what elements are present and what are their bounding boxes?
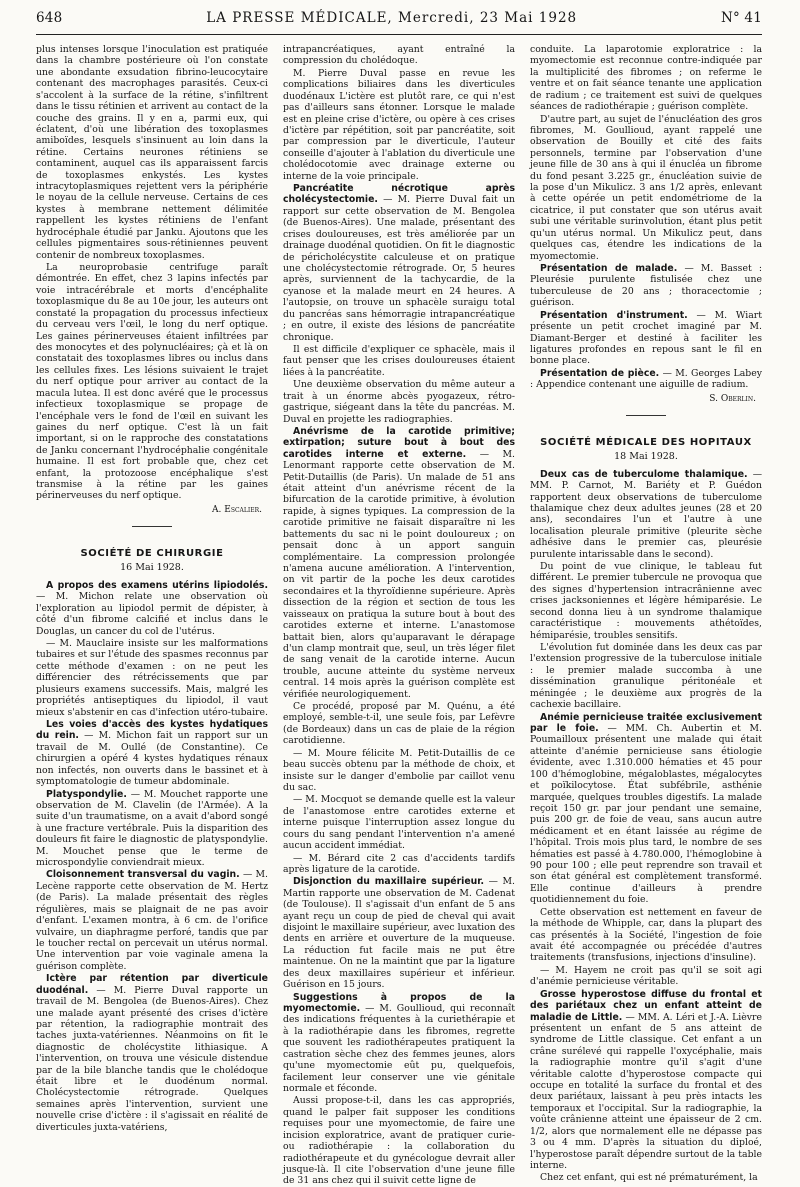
article-heading: Cloisonnement transversal du vagin. — [46, 869, 240, 881]
paragraph: Du point de vue clinique, le tableau fut différent. Le premier tubercule ne provoqua que des signes d'hypertension intracrânienne avec crises jacksoniennes et légère hémiparésie. Le second donna lieu à un syndrome thalamique caractéristique : mouvements athétoïdes, hémiparésie, troubles sensitifs. — [530, 561, 762, 641]
paragraph: plus intenses lorsque l'inoculation est pratiquée dans la chambre postérieure où l'on constate une abondante exsudation fibrino-leucocytaire contenant des macrophages parasités. Ceux-ci s'accolent à la surface de la rétine, s'infiltrent dans le tissu rétinien et arrivent au contact de la couche des grains. Il y en a, parmi eux, qui éclatent, d'où une libération des toxoplasmes amiboïdes, lesquels s'insinuent au loin dans la rétine. Certains neurones rétiniens se contaminent, auquel cas ils apparaissent farcis de toxoplasmes enkystés. Les kystes intracytoplasmiques rejettent vers la périphérie le noyau de la cellule nerveuse. Certains de ces kystes à membrane nettement délimitée rappellent les kystes rétiniens de l'enfant hydrocéphale étudié par Janku. Ajoutons que les cellules pigmentaires sous-rétiniennes peuvent contenir de nombreux toxoplasmes. — [36, 44, 268, 261]
paragraph: — M. Lecène rapporte cette observation de M. Hertz (de Paris). La malade présentait des règles régulières, mais se plaignait de ne pas avoir d'enfant. L'examen montra, à 6 cm. de l'orifice vulvaire, un diaphragme perforé, tandis que par le toucher rectal on percevait un utérus normal. Une intervention par voie vaginale amena la guérison complète. — [36, 869, 268, 972]
column-1 — [36, 44, 269, 1133]
paragraph: Chez cet enfant, qui est né prématurément, la — [540, 1172, 758, 1184]
paragraph: Une deuxième observation du même auteur a trait à un énorme abcès pyogazeux, rétro-gastrique, siégeant dans la tête du pancréas. M. Duval en projette les radiographies. — [283, 379, 515, 425]
divider — [132, 526, 172, 527]
article-heading: Ictère par rétention par diverticule duodénal. — [36, 973, 268, 996]
paragraph: — M. Pierre Duval rapporte un travail de M. Bengolea (de Buenos-Aires). Chez une malade ayant présenté des crises d'ictère par rétention, la radiographie montrait des taches juxta-vatériennes. Néanmoins on fit le diagnostic de cholécystite lithiasique. A l'intervention, on trouva une vésicule distendue par de la bile blanche tandis que le cholédoque était libre et le duodénum normal. Cholécystectomie rétrograde. Quelques semaines après l'intervention, survient une nouvelle crise d'ictère : il s'agissait en réalité de diverticules juxta-vatériens, — [36, 984, 268, 1133]
paragraph: — M. Wiart présente un petit crochet imaginé par M. Diamant-Berger et destiné à faciliter les ligatures profondes en repous sant le fil en bonne place. — [530, 309, 762, 367]
paragraph: Aussi propose-t-il, dans les cas appropriés, quand le palper fait supposer les conditions requises pour une myomectomie, de faire une incision exploratrice, avant de pratiquer curie- ou radiothérapie : la collaboration du radiothérapeute et du gynécologue devrait aller jusque-là. Il cite l'observation d'une jeune fille de 31 ans chez qui il suivit cette ligne de — [283, 1095, 515, 1187]
paragraph: — M. Hayem ne croit pas qu'il se soit agi d'anémie pernicieuse véritable. — [530, 964, 762, 988]
article-heading: Deux cas de tuberculome thalamique. — [540, 468, 748, 480]
paragraph: — MM. P. Carnot, M. Bariéty et P. Guédon rapportent deux observations de tuberculome thalamique chez deux adultes jeunes (28 et 20 ans), secondaires l'un et l'autre à une localisation pleurale primitive (pleurite sèche adhésive dans le premier cas, pleurésie purulente intarissable dans le second). — [530, 468, 762, 560]
page-header — [36, 10, 762, 26]
article-heading: Présentation d'instrument. — [540, 309, 688, 321]
article-heading: Suggestions à propos de la myomectomie. — [283, 991, 515, 1015]
paragraph: — M. Pierre Duval fait un rapport sur cette observation de M. Bengolea (de Buenos-Aires). Une malade, présentant des crises douloureuses, est très améliorée par un drainage duodénal quotidien. On fit le diagnostic de péricholécystite calculeuse et on pratique une cholécystectomie rétrograde. Or, 5 heures après, surviennent de la tachycardie, de la cyanose et la malade meurt en 24 heures. A l'autopsie, on trouve un sphacèle suraigu total du pancréas sans hémorragie intrapancréatique ; en outre, il existe des lésions de pancréatite chronique. — [283, 194, 515, 343]
article-heading: Disjonction du maxillaire supérieur. — [293, 876, 485, 888]
paragraph: — M. Basset : Pleurésie purulente fistulisée chez une tuberculeuse de 20 ans ; thoracectomie ; guérison. — [530, 263, 762, 309]
text-columns — [36, 44, 762, 1187]
issue-number: N° 41 — [720, 10, 762, 26]
signature: S. Oberlin. — [709, 393, 756, 404]
paragraph: — M. Bérard cite 2 cas d'accidents tardifs après ligature de la carotide. — [283, 852, 515, 875]
divider — [626, 415, 666, 416]
paragraph: — MM. Ch. Aubertin et M. Poumailloux présentent une malade qui était atteinte d'anémie pernicieuse sans étiologie évidente, avec 1.310.000 hématies et 45 pour 100 d'hémoglobine, mégaloblastes, mégalocytes et poïkilocytose. État subfébrile, asthénie marquée, quelques troubles digestifs. La malade reçoit 150 gr. par jour pendant une semaine, puis 200 gr. de foie de veau, sans aucun autre médicament et en étant laissée au régime de l'hôpital. Trois mois plus tard, le nombre de ses hématies est passé à 4.780.000, l'hémoglobine à 90 pour 100 ; elle peut reprendre son travail et son état général est complètement transformé. Elle continue d'ailleurs à prendre quotidiennement du foie. — [530, 722, 762, 906]
society-heading: SOCIÉTÉ DE CHIRURGIE — [80, 547, 224, 559]
paragraph: intrapancréatiques, ayant entraîné la compression du cholédoque. — [283, 44, 515, 67]
paragraph: Ce procédé, proposé par M. Quénu, a été employé, semble-t-il, une seule fois, par Lefèvre (de Bordeaux) dans un cas de plaie de la région carotidienne. — [283, 701, 515, 747]
paragraph: — M. Martin rapporte une observation de M. Cadenat (de Toulouse). Il s'agissait d'un enfant de 5 ans ayant reçu un coup de pied de cheval qui avait disjoint le maxillaire supérieur, avec luxation des dents en arrière et ouverture de la muqueuse. La réduction fut facile mais ne put être maintenue. On ne la maintint que par la ligature des deux maxillaires supérieur et inférieur. Guérison en 15 jours. — [283, 876, 515, 991]
paragraph: — M. Mauclaire insiste sur les malformations tubaires et sur l'étude des spasmes reconnus par cette méthode d'examen : on ne peut les différencier des rétrécissements que par plusieurs examens successifs. Mais, malgré les propriétés antiseptiques du lipiodol, il vaut mieux s'abstenir en cas d'infection utéro-tubaire. — [36, 638, 269, 718]
article-heading: Pancréatite nécrotique après cholécystectomie. — [283, 183, 515, 206]
article-heading: Anévrisme de la carotide primitive; extirpation; suture bout à bout des carotides interne et externe. — [283, 425, 515, 460]
column-2 — [283, 44, 515, 1187]
page-number: 648 — [36, 10, 63, 26]
paragraph: conduite. La laparotomie exploratrice : la myomectomie est reconnue contre-indiquée par la multiplicité des fibromes ; on referme le ventre et on fait séance tenante une application de radium ; ce traitement est suivi de quelques séances de radiothérapie ; guérison complète. — [530, 44, 762, 113]
paragraph: — M. Michon fait un rapport sur un travail de M. Oullé (de Constantine). Ce chirurgien a opéré 4 kystes hydatiques rénaux non infectés, non ouverts dans le bassinet et à symptomatologie de tumeur abdominale. — [36, 730, 268, 788]
header-rule — [36, 34, 762, 35]
article-heading: A propos des examens utérins lipiodolés. — [46, 579, 268, 591]
paragraph: — M. Georges Labey : Appendice contenant une aiguille de radium. — [530, 367, 762, 391]
paragraph: — M. Lenormant rapporte cette observation de M. Petit-Dutaillis (de Paris). Un malade de 51 ans était atteint d'un anévrisme récent de la bifurcation de la carotide primitive, à évolution rapide, à signes typiques. La compression de la carotide primitive ne faisait disparaître ni les battements du sac ni le point douloureux ; on pensait donc à un apport sanguin complémentaire. La compression prolongée n'amena aucune amélioration. A l'intervention, on vit partir de la poche les deux carotides secondaires et la thyroïdienne supérieure. Après dissection de la région et section de tous les vaisseaux on pratiqua la suture bout à bout des carotides externe et interne. L'anastomose battait bien, alors qu'auparavant le dérapage d'un clamp montrait que, seul, un très léger filet de sang venait de la carotide interne. Aucun trouble, aucune atteinte du système nerveux central. 14 mois après la guérison complète est vérifiée neurologiquement. — [283, 448, 515, 700]
column-3 — [530, 44, 762, 1184]
article-heading: Grosse hyperostose diffuse du frontal et des pariétaux chez un enfant atteint de maladie de Little. — [530, 988, 762, 1023]
session-date: 16 Mai 1928. — [120, 562, 184, 574]
article-heading: Platyspondylie. — [46, 788, 127, 800]
article-heading: Présentation de malade. — [540, 263, 678, 275]
article-heading: Présentation de pièce. — [540, 367, 660, 379]
society-heading: SOCIÉTÉ MÉDICALE DES HOPITAUX — [540, 436, 752, 448]
paragraph: — MM. A. Léri et J.-A. Lièvre présentent un enfant de 5 ans atteint de syndrome de Little classique. Cet enfant a un crâne surélevé qui rappelle l'oxycéphalie, mais la radiographie montre qu'il s'agit d'une véritable calotte d'hyperostose compacte qui occupe en totalité la surface du frontal et des deux pariétaux, laissant à peu près intacts les temporaux et l'occipital. Sur la radiographie, la voûte crânienne atteint une épaisseur de 2 cm. 1/2, alors que normalement elle ne dépasse pas 3 ou 4 mm. D'après la situation du diploé, l'hyperostose paraît dépendre surtout de la table interne. — [530, 1011, 762, 1171]
paragraph: L'évolution fut dominée dans les deux cas par l'extension progressive de la tuberculose initiale : le premier malade succomba à une dissémination granulique péritonéale et méningée ; le deuxième aux progrès de la cachexie bacillaire. — [530, 642, 762, 711]
paragraph: Cette observation est nettement en faveur de la méthode de Whipple, car, dans la plupart des cas présentés à la Société, l'ingestion de foie avait été accompagnée ou précédée d'autres traitements (transfusions, injections d'insuline). — [530, 906, 762, 964]
journal-title: LA PRESSE MÉDICALE, Mercredi, 23 Mai 1928 — [206, 10, 578, 26]
article-heading: Anémie pernicieuse traitée exclusivement par le foie. — [530, 711, 762, 734]
session-date: 18 Mai 1928. — [614, 451, 678, 463]
signature: A. Escalier. — [212, 504, 262, 515]
paragraph: D'autre part, au sujet de l'énucléation des gros fibromes, M. Goullioud, ayant rappelé une observation de Bouilly et cité des faits personnels, termine par l'observation d'une jeune fille de 30 ans à qui il énucléa un fibrome du fond pesant 3.225 gr., énucléation suivie de la pose d'un Mikulicz. 3 ans 1/2 après, enlevant à cette opérée un petit endométriome de la cicatrice, il put constater que son utérus avait subi une véritable surinvolution, étant plus petit qu'un utérus normal. Un Mikulicz peut, dans quelques cas, étendre les indications de la myomectomie. — [530, 113, 762, 262]
paragraph: — M. Michon relate une observation où l'exploration au lipiodol permit de dépister, à côté d'un fibrome calcifié et inclus dans le Douglas, un cancer du col de l'utérus. — [36, 591, 268, 637]
article-heading: Les voies d'accès des kystes hydatiques du rein. — [36, 718, 268, 742]
paragraph: — M. Mocquot se demande quelle est la valeur de l'anastomose entre carotides externe et interne puisque l'interruption assez longue du cours du sang pendant l'intervention n'a amené aucun accident immédiat. — [283, 794, 515, 852]
paragraph: — M. Mouchet rapporte une observation de M. Clavelin (de l'Armée). A la suite d'un traumatisme, on a avait d'abord songé à une fracture vertébrale. Puis la disparition des douleurs fit faire le diagnostic de platyspondylie. M. Mouchet pense que le terme de microspondylie conviendrait mieux. — [36, 788, 268, 869]
paragraph: M. Pierre Duval passe en revue les complications biliaires dans les diverticules duodénaux L'ictère est plutôt rare, ce qui n'est pas d'ailleurs sans étonner. Lorsque le malade est en pleine crise d'ictère, ou opère à ces crises d'ictère par répétition, soit par pancréatite, soit par compression par le diverticule, l'auteur conseille d'ajouter à l'ablation du diverticule une cholédocotomie avec drainage externe ou interne de la voie principale. — [283, 67, 515, 182]
paragraph: La neuroprobasie centrifuge paraît démontrée. En effet, chez 3 lapins infectés par voie intracérébrale et morts d'encéphalite toxoplasmique du 8e au 10e jour, les auteurs ont constaté la propagation du processus infectieux du cerveau vers l'œil, le long du nerf optique. Les gaines périnerveuses étaient infiltrées par des monocytes et des polynucléaires; çà et là on constatait des toxoplasmes libres ou inclus dans les cellules fixes. Les lésions suivaient le trajet du nerf optique pour arriver au contact de la macula lutea. Il est donc avéré que le processus infectieux toxoplasmique se propage de l'encéphale vers le fond de l'œil en suivant les gaines du nerf optique. C'est là un fait important, si on le rapproche des constatations de Janku concernant l'hydrocéphalie congénitale humaine. Il est fort probable que, chez cet enfant, la protozoose encéphalique s'est transmise à la rétine par les gaines périnerveuses du nerf optique. — [36, 262, 268, 502]
paragraph: — M. Goullioud, qui reconnaît des indications fréquentes à la curiethérapie et à la radiothérapie dans les fibromes, regrette que souvent les radiothérapeutes pratiquent la castration sèche chez des femmes jeunes, alors qu'une myomectomie eût pu, quelquefois, facilement leur conserver une vie génitale normale et féconde. — [283, 1003, 515, 1094]
paragraph: Il est difficile d'expliquer ce sphacèle, mais il faut penser que les crises douloureuses étaient liées à la pancréatite. — [283, 343, 515, 378]
paragraph: — M. Moure félicite M. Petit-Dutaillis de ce beau succès obtenu par la méthode de choix, et insiste sur le danger d'embolie par caillot venu du sac. — [283, 747, 515, 793]
